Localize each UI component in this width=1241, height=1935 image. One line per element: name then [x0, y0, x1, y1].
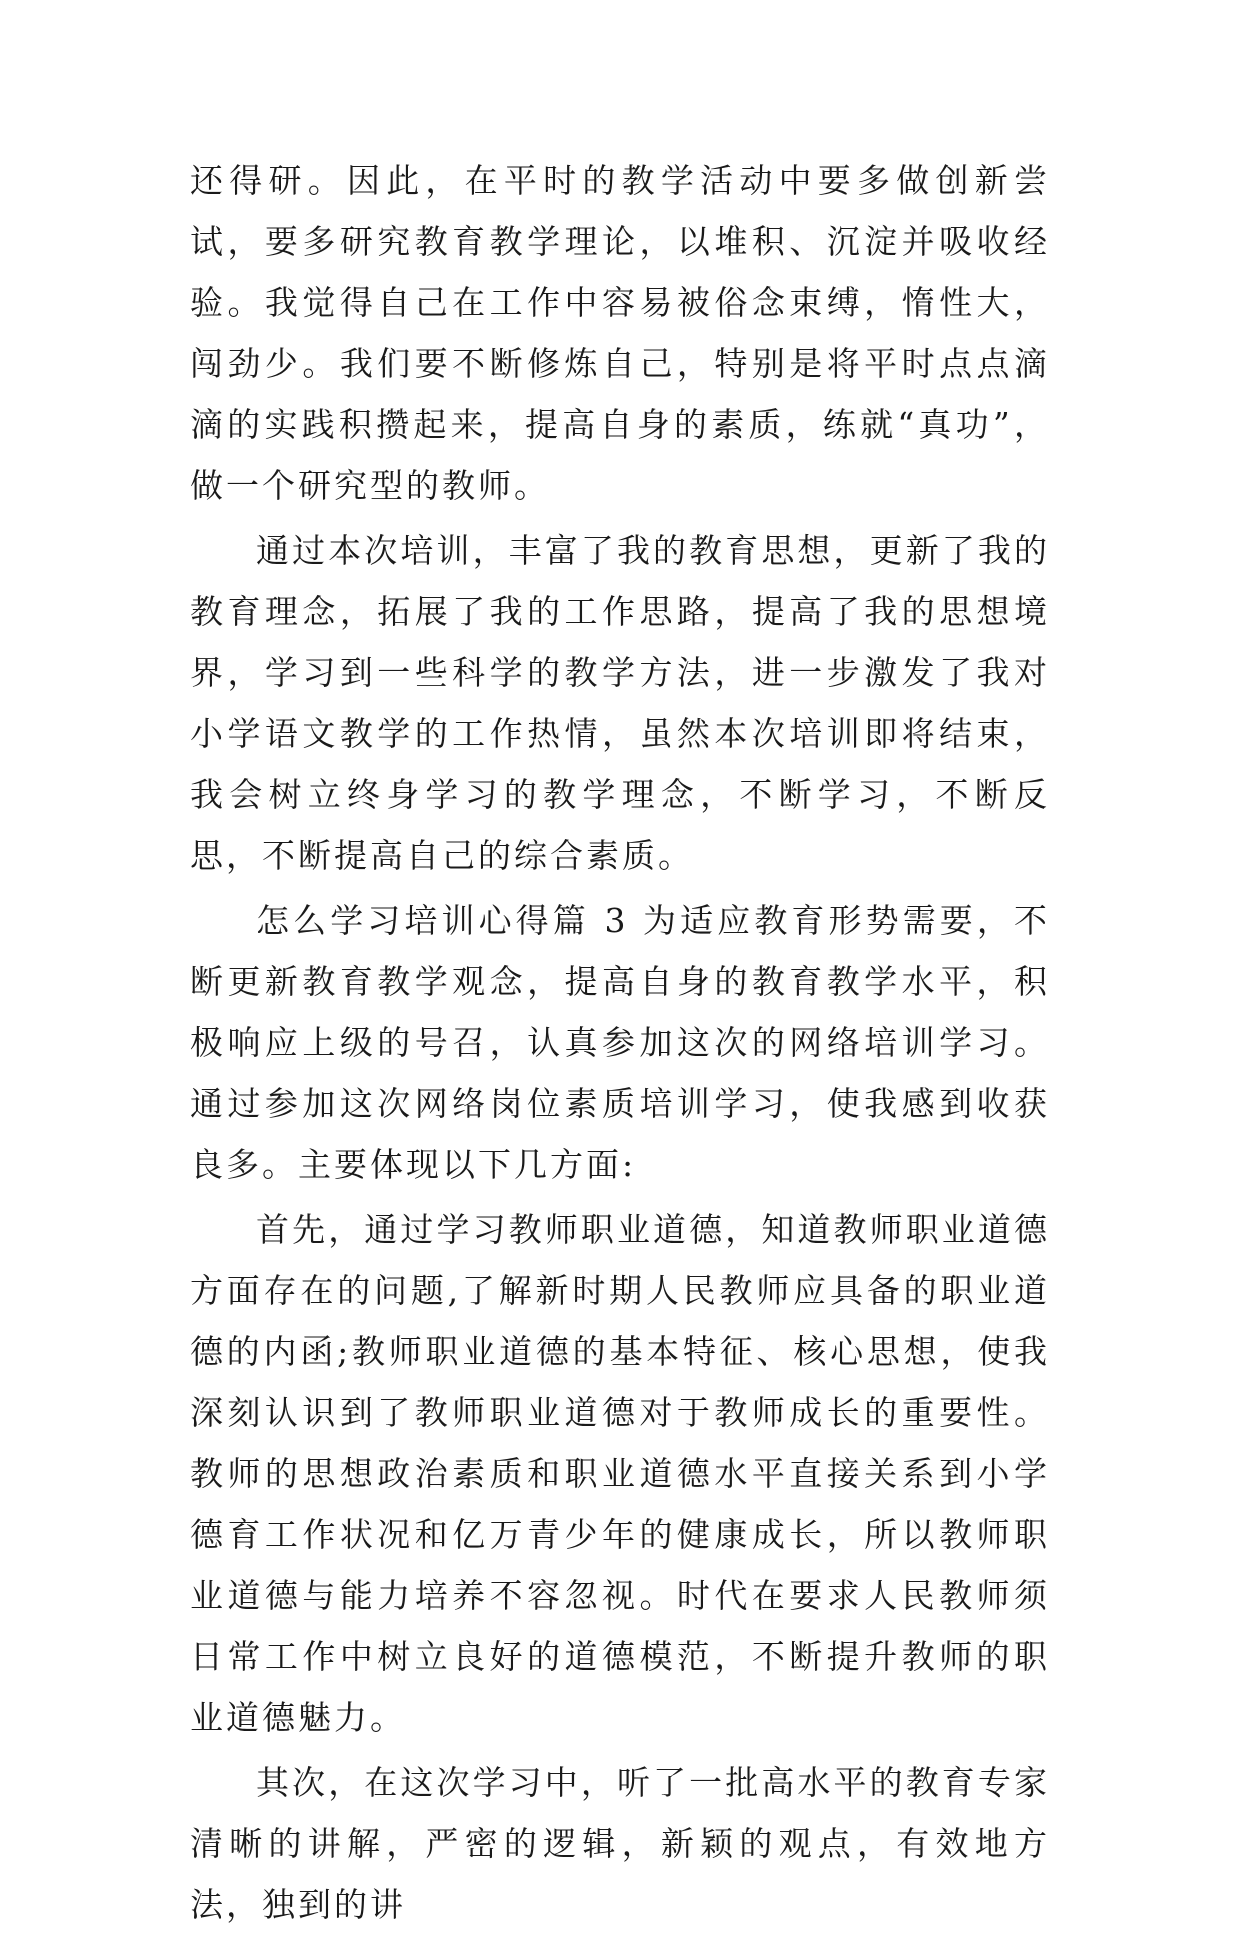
paragraph-training-summary: 通过本次培训，丰富了我的教育思想，更新了我的教育理念，拓展了我的工作思路，提高了我的思想境界，学习到一些科学的教学方法，进一步激发了我对小学语文教学的工作热情，虽然本次培训即将结束，我会树立终身学习的教学理念，不断学习，不断反思，不断提高自己的综合素质。 [190, 531, 1050, 875]
paragraph-continuation: 还得研。因此，在平时的教学活动中要多做创新尝试，要多研究教育教学理论，以堆积、沉淀并吸收经验。我觉得自己在工作中容易被俗念束缚，惰性大，闯劲少。我们要不断修炼自己，特别是将平时点点滴滴的实践积攒起来，提高自身的素质，练就“真功”，做一个研究型的教师。 [190, 161, 1050, 505]
document-body [190, 150, 1050, 1935]
paragraph-first-point: 首先，通过学习教师职业道德，知道教师职业道德方面存在的问题,了解新时期人民教师应具备的职业道德的内函;教师职业道德的基本特征、核心思想，使我深刻认识到了教师职业道德对于教师成长的重要性。教师的思想政治素质和职业道德水平直接关系到小学德育工作状况和亿万青少年的健康成长，所以教师职业道德与能力培养不容忽视。时代在要求人民教师须日常工作中树立良好的道德模范，不断提升教师的职业道德魅力。 [190, 1210, 1050, 1737]
paragraph-second-point: 其次，在这次学习中，听了一批高水平的教育专家清晰的讲解，严密的逻辑，新颖的观点，有效地方法，独到的讲 [190, 1763, 1050, 1924]
paragraph-article-3-intro: 怎么学习培训心得篇 3 为适应教育形势需要，不断更新教育教学观念，提高自身的教育教学水平，积极响应上级的号召，认真参加这次的网络培训学习。通过参加这次网络岗位素质培训学习，使我感到收获良多。主要体现以下几方面: [190, 901, 1050, 1184]
